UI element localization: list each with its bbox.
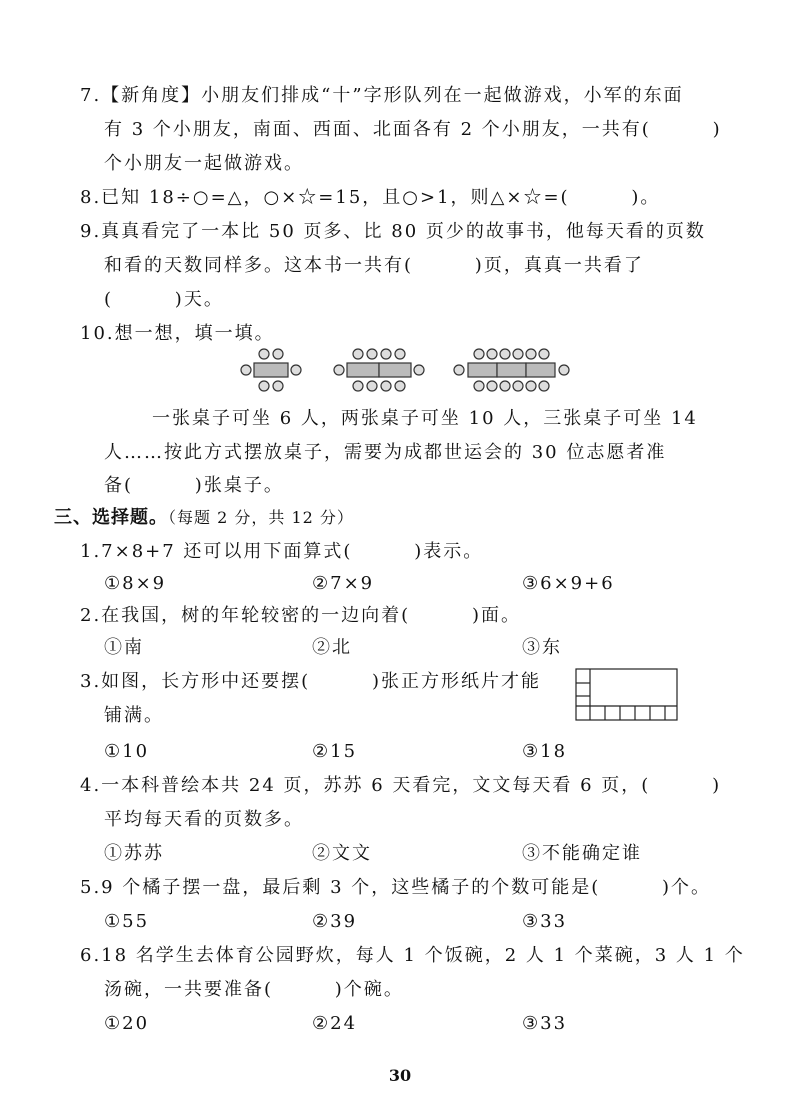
- q7-line1: 7.【新角度】小朋友们排成“十”字形队列在一起做游戏，小军的东面: [80, 85, 684, 106]
- c6-line1: 6.18 名学生去体育公园野炊，每人 1 个饭碗，2 人 1 个菜碗，3 人 1 个: [80, 945, 745, 966]
- c1-stem: 1.7×8+7 还可以用下面算式( )表示。: [80, 541, 484, 562]
- q8-line1: 8.已知 18÷○=△，○×☆=15，且○>1，则△×☆=( )。: [80, 187, 661, 208]
- c6-option-b: ②24: [312, 1013, 358, 1034]
- section-3-note: （每题 2 分，共 12 分）: [168, 508, 354, 527]
- c2-option-a: ①南: [104, 637, 144, 658]
- q9-line1: 9.真真看完了一本比 50 页多、比 80 页少的故事书，他每天看的页数: [80, 221, 706, 242]
- c3-option-b: ②15: [312, 741, 358, 762]
- page-number: 30: [388, 1066, 412, 1085]
- q10-line3: 人……按此方式摆放桌子，需要为成都世运会的 30 位志愿者准: [104, 442, 667, 463]
- c4-option-b: ②文文: [312, 843, 372, 864]
- q9-line3: ( )天。: [104, 289, 224, 310]
- section-3-header: [54, 506, 354, 530]
- one-table-group: [241, 349, 301, 391]
- c1-option-b: ②7×9: [312, 573, 375, 594]
- c5-option-b: ②39: [312, 911, 358, 932]
- c1-option-a: ①8×9: [104, 573, 167, 594]
- c3-line2: 铺满。: [104, 705, 164, 726]
- rectangle-tiles-figure: [575, 668, 679, 722]
- q10-line2: 一张桌子可坐 6 人，两张桌子可坐 10 人，三张桌子可坐 14: [152, 408, 698, 429]
- c2-stem: 2.在我国，树的年轮较密的一边向着( )面。: [80, 605, 521, 626]
- c2-option-b: ②北: [312, 637, 352, 658]
- q9-line2: 和看的天数同样多。这本书一共有( )页，真真一共看了: [104, 255, 644, 276]
- three-tables-group: [454, 349, 569, 391]
- c3-line1: 3.如图，长方形中还要摆( )张正方形纸片才能: [80, 671, 541, 692]
- section-3-title: 三、选择题。: [54, 507, 168, 528]
- c3-option-a: ①10: [104, 741, 150, 762]
- c1-option-c: ③6×9+6: [522, 573, 615, 594]
- c4-option-a: ①苏苏: [104, 843, 164, 864]
- tables-figure: [235, 346, 575, 394]
- c4-line1: 4.一本科普绘本共 24 页，苏苏 6 天看完，文文每天看 6 页，( ): [80, 775, 722, 796]
- q7-line3: 个小朋友一起做游戏。: [104, 153, 304, 174]
- c4-option-c: ③不能确定谁: [522, 843, 642, 864]
- c6-line2: 汤碗，一共要准备( )个碗。: [104, 979, 404, 1000]
- c6-option-c: ③33: [522, 1013, 568, 1034]
- c5-stem: 5.9 个橘子摆一盘，最后剩 3 个，这些橘子的个数可能是( )个。: [80, 877, 712, 898]
- c5-option-c: ③33: [522, 911, 568, 932]
- q10-line1: 10.想一想，填一填。: [80, 323, 275, 344]
- c6-option-a: ①20: [104, 1013, 150, 1034]
- q10-line4: 备( )张桌子。: [104, 475, 284, 496]
- c2-option-c: ③东: [522, 637, 562, 658]
- two-tables-group: [334, 349, 424, 391]
- c3-option-c: ③18: [522, 741, 568, 762]
- q7-line2: 有 3 个小朋友，南面、西面、北面各有 2 个小朋友，一共有( ): [104, 119, 722, 140]
- c4-line2: 平均每天看的页数多。: [104, 809, 304, 830]
- c5-option-a: ①55: [104, 911, 150, 932]
